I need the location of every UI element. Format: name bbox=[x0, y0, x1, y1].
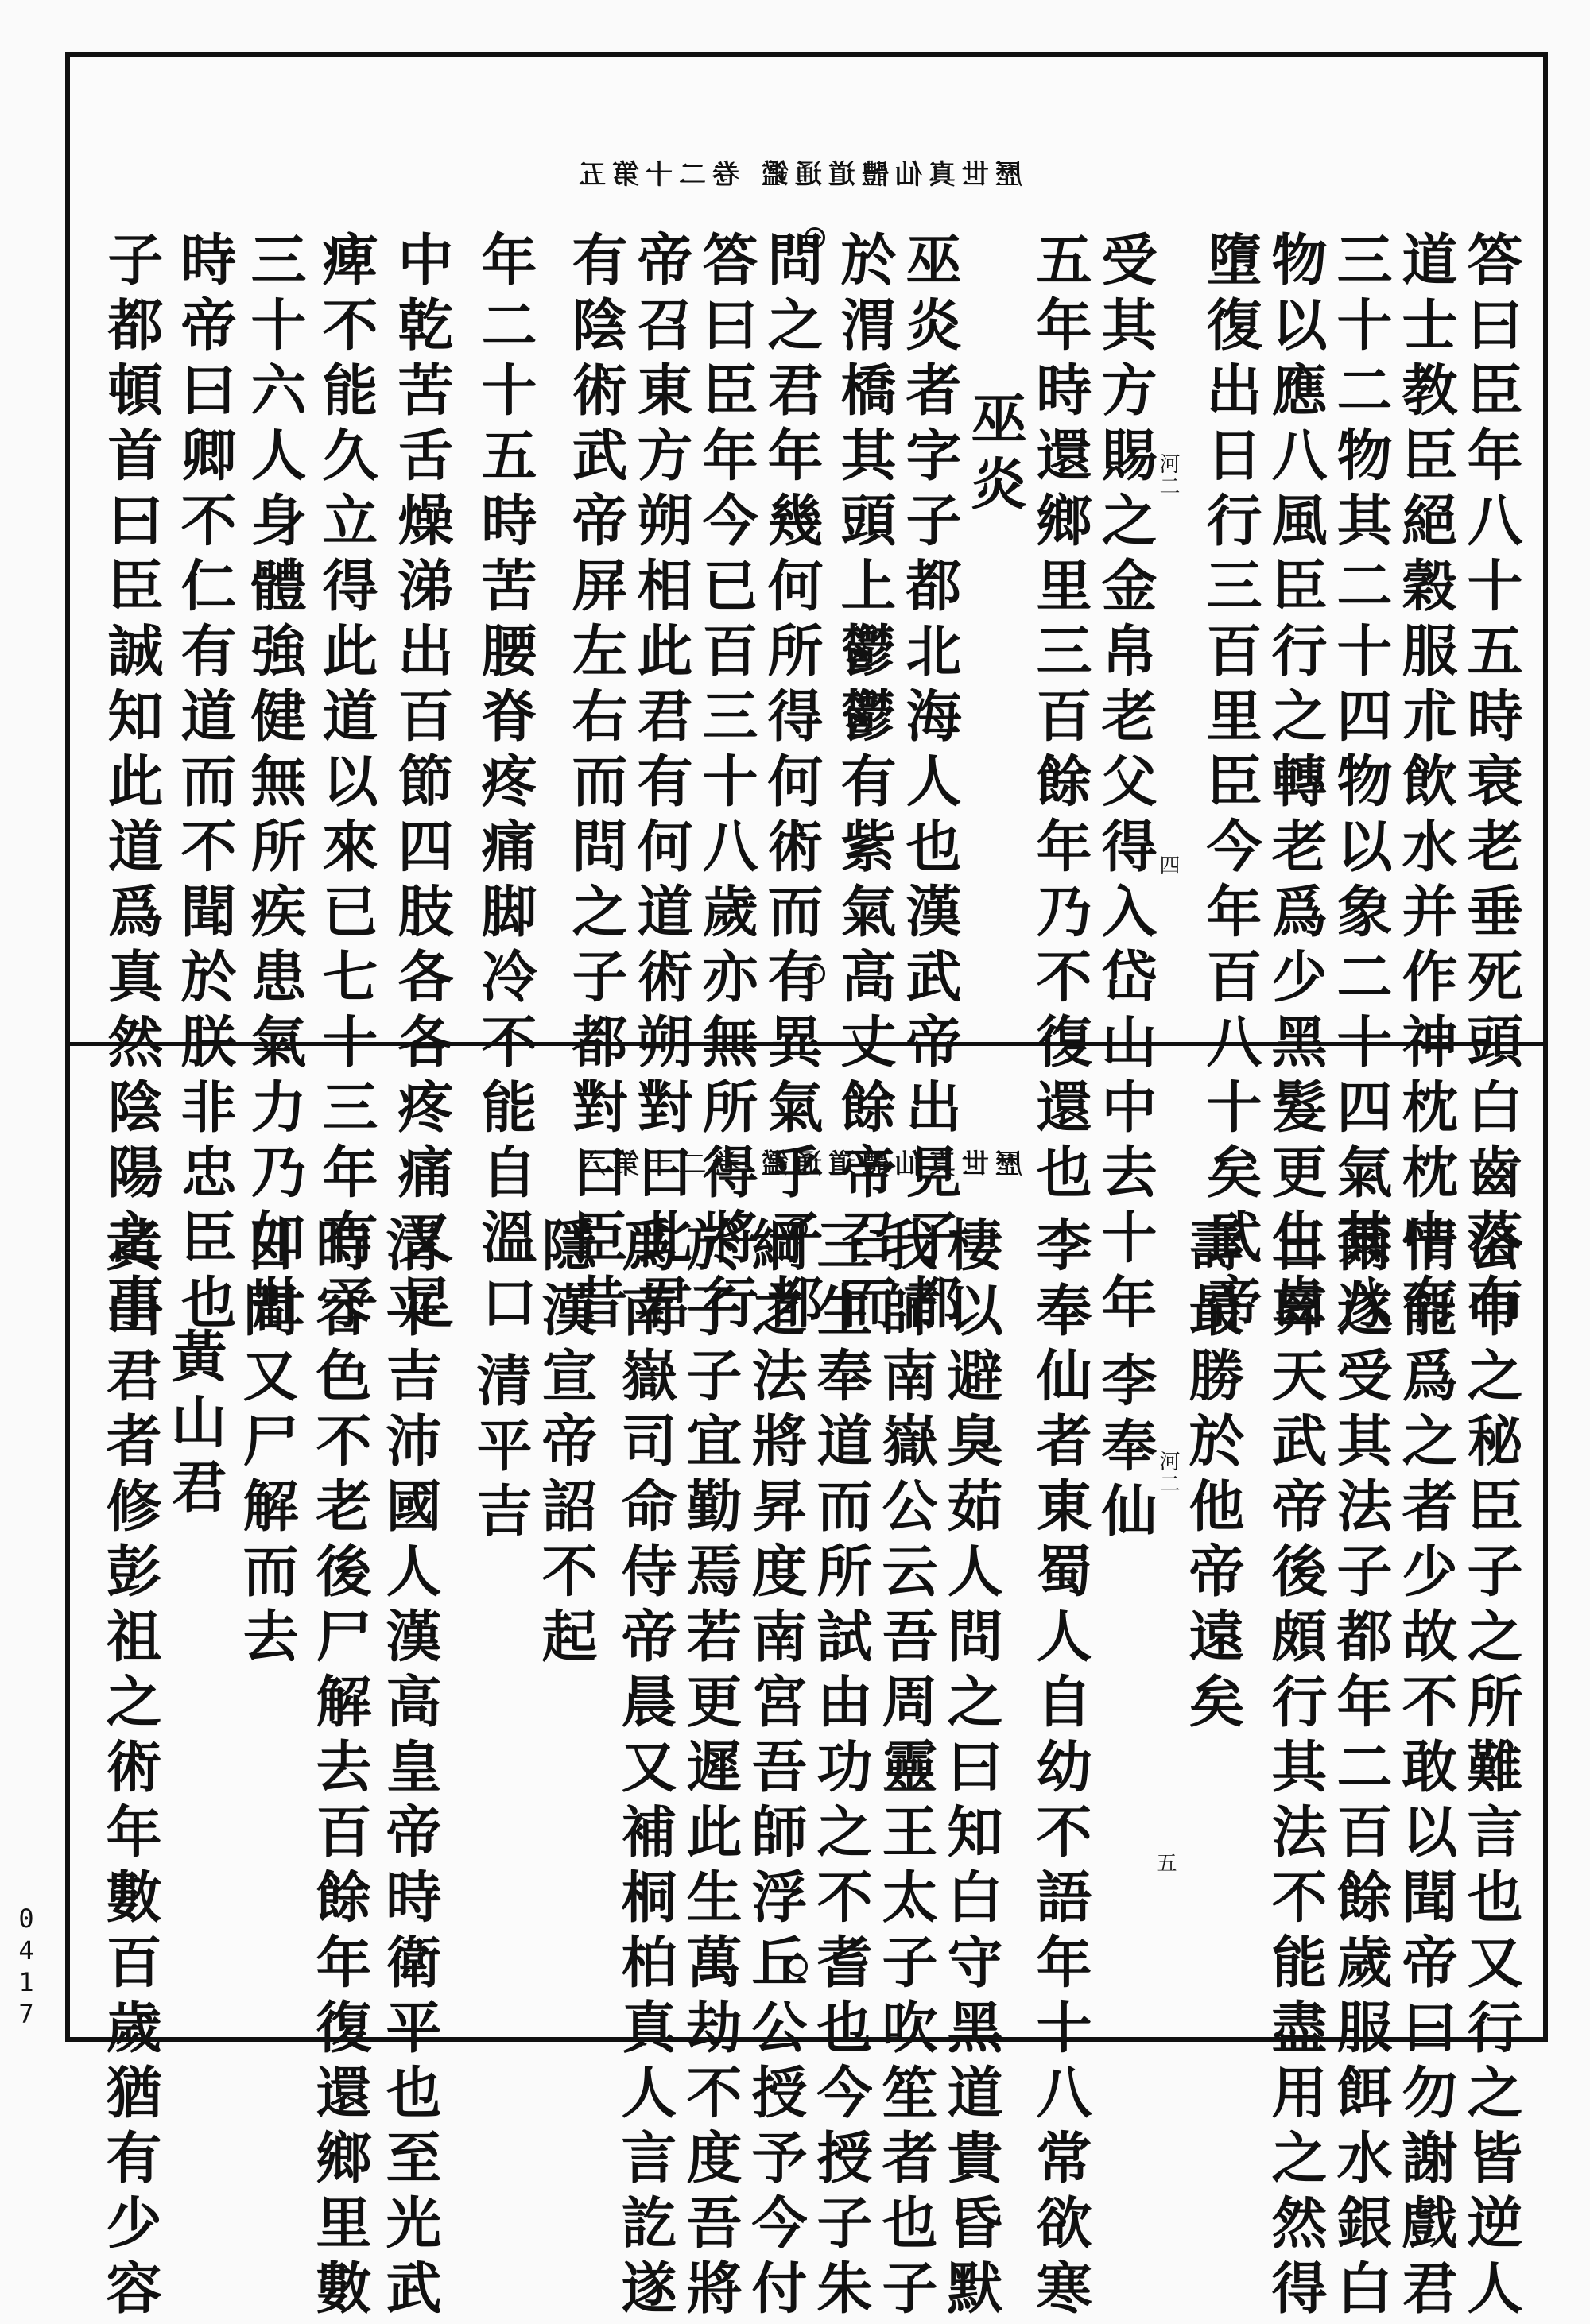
top-column-5: 墮復出日行三百里臣今年百八十矣武帝 bbox=[1197, 230, 1263, 1338]
top-circle-mark-1 bbox=[805, 227, 825, 248]
top-column-10: 於渭橋其頭上鬱鬱有紫氣高丈餘帝召而 bbox=[832, 230, 898, 1338]
top-column-11: 問之君年幾何所得何術而有異氣乎子都 bbox=[758, 230, 824, 1338]
top-column-9: 巫炎者字子都北海人也漢武帝出見子都 bbox=[897, 230, 963, 1338]
top-column-19: 時帝曰卿不仁有道而不聞於朕非忠臣也 bbox=[172, 230, 238, 1338]
bottom-column-12: 於子子宜勤焉若更遲此生萬劫不度吾將 bbox=[677, 1216, 743, 2324]
bottom-circle-mark-1 bbox=[787, 1218, 808, 1238]
bottom-column-3: 爾遂受其法子都年二百餘歲服餌水銀白 bbox=[1328, 1216, 1394, 2324]
bottom-column-20: 黃山君者修彭祖之術年數百歲猶有少容 bbox=[97, 1216, 163, 2324]
bottom-small-mark-1: 五 bbox=[1153, 1852, 1177, 1874]
bottom-small-mark-2: 河二 bbox=[1156, 1451, 1180, 1495]
top-column-18: 三十六人身體強健無所疾患氣力乃如壯 bbox=[242, 230, 308, 1338]
top-column-8: 巫炎 bbox=[962, 389, 1028, 520]
bottom-column-15: 清平吉 bbox=[467, 1351, 533, 1547]
top-column-13: 帝召東方朔相此君有何道術朔對曰此君 bbox=[628, 230, 694, 1338]
top-circle-mark-2 bbox=[805, 963, 825, 984]
bottom-column-11: 綱之法將昇度南宮吾師浮丘公授予今付 bbox=[743, 1216, 809, 2324]
bottom-column-16: 清平吉沛國人漢高皇帝時衛平也至光武 bbox=[377, 1216, 443, 2324]
bottom-column-9: 我師南嶽公云吾周靈王太子吹笙者也子 bbox=[873, 1216, 939, 2324]
top-column-4: 物以應八風臣行之轉老爲少黑髮更生齒 bbox=[1262, 230, 1328, 1338]
bottom-column-1: 公中之秘臣子之所難言也又行之皆逆人 bbox=[1458, 1216, 1524, 2324]
top-small-mark-1: 四 bbox=[1156, 854, 1180, 877]
bottom-column-8: 棲以避臭茹人問之曰知白守黑道貴昏默 bbox=[938, 1216, 1004, 2324]
top-column-14: 有陰術武帝屏左右而問之子都對曰臣昔 bbox=[563, 230, 629, 1338]
bottom-header: 歷世真仙體道通鑑 卷二十第六 bbox=[572, 1148, 1022, 1180]
top-column-3: 三十二物其二十四物以象二十四氣其八 bbox=[1328, 230, 1394, 1338]
bottom-column-4: 日昇天武帝後頗行其法不能盡用之然得 bbox=[1262, 1216, 1328, 2324]
top-column-20: 子都頓首曰臣誠知此道爲真然陰陽之事 bbox=[99, 230, 165, 1338]
bottom-column-13: 爲南嶽司命侍帝晨又補桐柏真人言訖遂 bbox=[612, 1216, 678, 2324]
top-column-6: 受其方賜之金帛老父得入岱山中去十年 bbox=[1092, 230, 1158, 1338]
top-column-1: 答曰臣年八十五時衰老垂死頭白齒落有 bbox=[1458, 230, 1524, 1338]
top-column-16: 中乾苦舌燥涕出百節四肢各各疼痛又足 bbox=[389, 230, 455, 1338]
bottom-column-19: 黃山君 bbox=[162, 1327, 228, 1523]
page-number: 0417 bbox=[11, 1904, 41, 2031]
top-column-7: 五年時還鄉里三百餘年乃不復還也 bbox=[1027, 230, 1093, 1208]
bottom-column-18: 日間又尸解而去 bbox=[234, 1216, 300, 1672]
top-column-2: 道士教臣絕穀服朮飲水并作神枕枕中有 bbox=[1393, 230, 1459, 1338]
top-small-mark-2: 河二 bbox=[1156, 453, 1180, 498]
bottom-column-17: 時容色不老後尸解去百餘年復還鄉里數 bbox=[307, 1216, 373, 2324]
top-column-15: 年二十五時苦腰脊疼痛脚冷不能自溫口 bbox=[472, 230, 538, 1338]
bottom-column-5: 壽最勝於他帝遠矣 bbox=[1180, 1216, 1246, 1737]
bottom-column-6: 李奉仙 bbox=[1092, 1351, 1158, 1547]
top-header: 歷世真仙體道通鑑 卷二十第五 bbox=[572, 159, 1022, 191]
bottom-column-7: 李奉仙者東蜀人自幼不語年十八常欲寒 bbox=[1027, 1216, 1093, 2324]
bottom-column-2: 情能爲之者少故不敢以聞帝曰勿謝戲君 bbox=[1393, 1216, 1459, 2324]
bottom-column-10: 三生奉道而所試由功之不耆也今授子朱 bbox=[808, 1216, 874, 2324]
bottom-circle-mark-2 bbox=[787, 1956, 808, 1977]
top-column-12: 答曰臣年今已百三十八歲亦無所得將行 bbox=[693, 230, 759, 1338]
bottom-column-14: 隱漢宣帝詔不起 bbox=[533, 1216, 599, 1672]
top-column-17: 痺不能久立得此道以來已七十三年有子 bbox=[313, 230, 379, 1338]
